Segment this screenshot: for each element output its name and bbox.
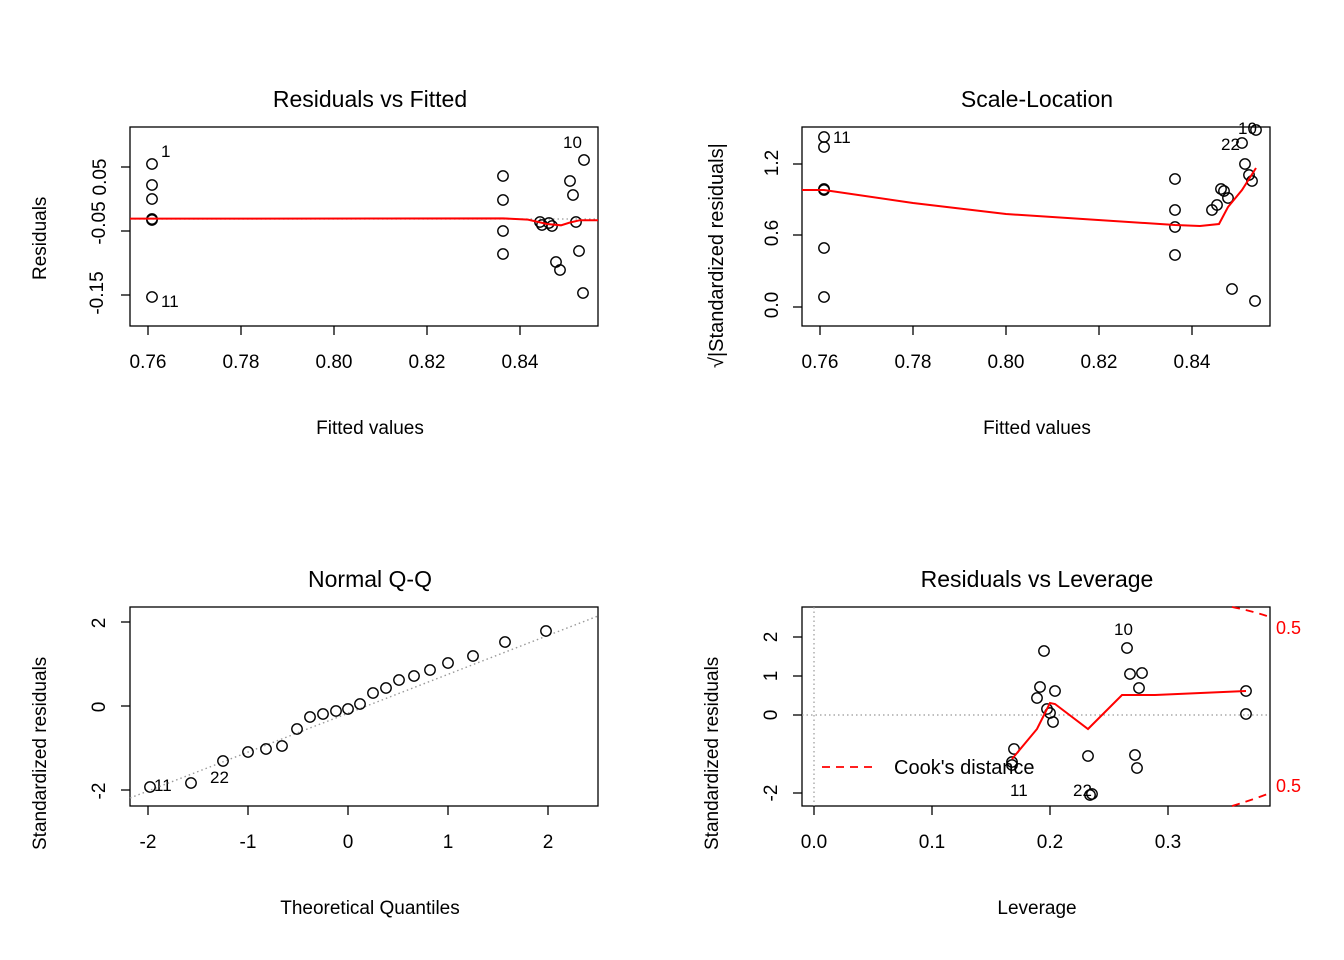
plot-area-residuals-vs-leverage	[672, 480, 1344, 960]
cook-contour-label-top: 0.5	[1276, 618, 1302, 638]
point-label: 22	[1221, 135, 1240, 154]
y-tick-label: 1.2	[762, 149, 783, 177]
x-axis-label: Leverage	[997, 898, 1077, 919]
y-tick-label: 0.6	[762, 219, 783, 247]
x-tick-label: 0.76	[801, 352, 839, 373]
x-tick-label: 1	[442, 832, 454, 853]
x-tick-label: 0.78	[894, 352, 932, 373]
cook-contour-label-bottom: 0.5	[1276, 776, 1302, 796]
x-tick-label: 0.2	[1036, 832, 1064, 853]
x-tick-label: 0.1	[918, 832, 946, 853]
plot-area-residuals-vs-fitted	[0, 0, 672, 480]
y-tick-label: -0.05	[89, 201, 110, 245]
x-tick-label: 0	[342, 832, 354, 853]
y-tick-label: 1	[761, 670, 782, 682]
panel-title: Scale-Location	[960, 86, 1114, 112]
y-axis-label: Standardized residuals	[702, 656, 723, 850]
point-label: 11	[833, 128, 851, 147]
y-axis-label: Standardized residuals	[30, 656, 51, 850]
panel-title: Normal Q-Q	[308, 566, 432, 592]
x-tick-label: 2	[542, 832, 554, 853]
x-tick-label: 0.84	[1173, 352, 1211, 373]
x-tick-label: 0.76	[129, 352, 167, 373]
panel-scale-location	[672, 0, 1344, 480]
panel-title: Residuals vs Leverage	[920, 566, 1154, 592]
cooks-distance-legend-label: Cook's distance	[894, 757, 1035, 779]
point-label: 10	[563, 133, 582, 152]
y-tick-label: 2	[761, 631, 782, 643]
point-label: 22	[210, 768, 229, 787]
y-tick-label: 0	[89, 701, 110, 713]
x-tick-label: 0.82	[1080, 352, 1118, 373]
y-tick-label: 0.0	[762, 291, 783, 319]
x-axis-label: Theoretical Quantiles	[280, 898, 460, 919]
point-label: 11	[154, 776, 172, 795]
x-tick-label: 0.78	[222, 352, 260, 373]
x-axis-label: Fitted values	[316, 418, 424, 439]
x-axis-label: Fitted values	[983, 418, 1091, 439]
y-tick-label: 0.05	[90, 158, 111, 196]
x-tick-label: 0.80	[315, 352, 353, 373]
panel-normal-qq	[0, 480, 672, 960]
x-tick-label: 0.84	[501, 352, 539, 373]
x-tick-label: -2	[139, 832, 157, 853]
x-tick-label: 0.0	[800, 832, 828, 853]
plot-area-normal-qq	[0, 480, 672, 960]
y-tick-label: 2	[89, 617, 110, 629]
y-tick-label: -2	[761, 784, 782, 802]
y-tick-label: -2	[89, 782, 110, 800]
point-label: 10	[1238, 119, 1257, 138]
point-label: 1	[161, 142, 171, 161]
y-tick-label: -0.15	[87, 271, 108, 315]
plot-area-scale-location	[672, 0, 1344, 480]
y-tick-label: 0	[761, 709, 782, 721]
panel-residuals-vs-leverage	[672, 480, 1344, 960]
point-label: 11	[1010, 781, 1028, 800]
y-axis-label: √|Standardized residuals|	[706, 143, 728, 368]
point-label: 10	[1114, 620, 1133, 639]
x-tick-label: -1	[239, 832, 257, 853]
x-tick-label: 0.82	[408, 352, 446, 373]
y-axis-label: Residuals	[30, 196, 51, 280]
panel-residuals-vs-fitted	[0, 0, 672, 480]
point-label: 11	[161, 292, 179, 311]
panel-title: Residuals vs Fitted	[272, 86, 468, 112]
x-tick-label: 0.80	[987, 352, 1025, 373]
x-tick-label: 0.3	[1154, 832, 1182, 853]
point-label: 22	[1073, 781, 1092, 800]
